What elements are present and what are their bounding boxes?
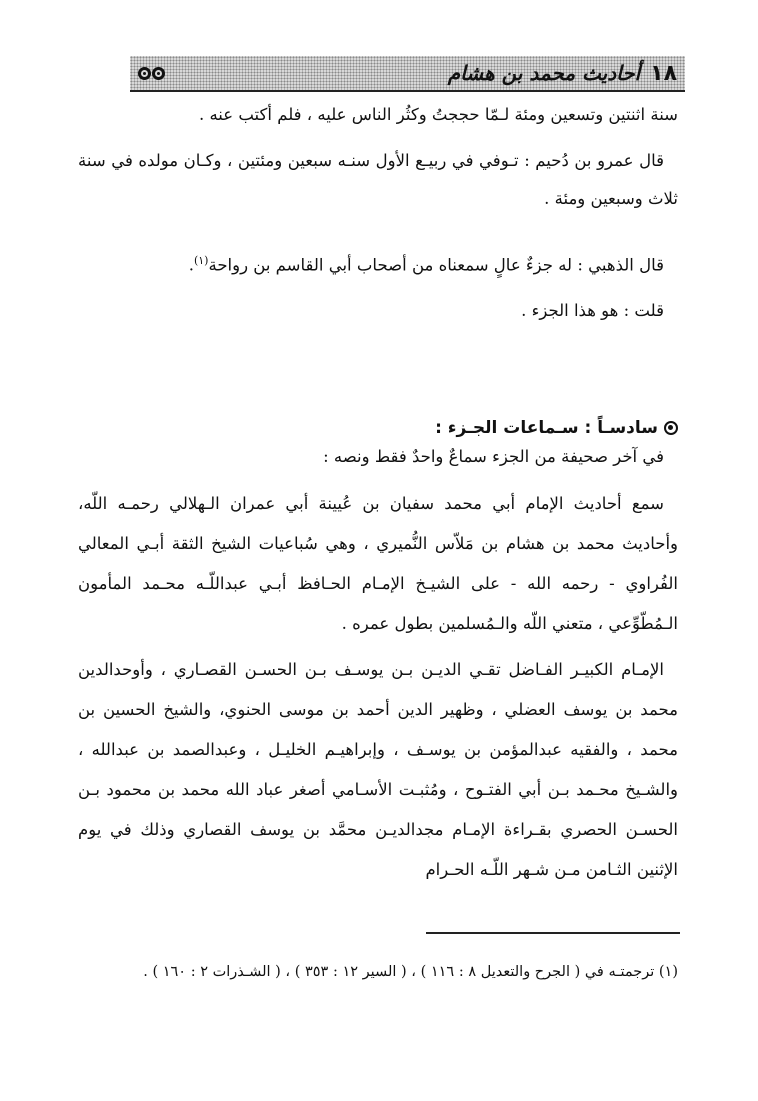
footnote bbox=[78, 956, 678, 988]
paragraph-3 bbox=[78, 242, 678, 285]
paragraph-text: قال عمرو بن دُحيم : تـوفي في ربيـع الأول سنـه سبعين ومئتين ، وكـان مولده في سنة ثلاث وسبعين ومئة . bbox=[78, 151, 678, 208]
paragraph-end: . bbox=[188, 255, 194, 275]
paragraph-text: في آخر صحيفة من الجزء سماعٌ واحدٌ فقط ونصه : bbox=[323, 447, 664, 466]
bullet-circle-icon bbox=[664, 421, 678, 435]
paragraph-text bbox=[78, 242, 678, 285]
paragraph-1 bbox=[78, 96, 678, 134]
section-heading-text: سادسـاً : سـماعات الجـزء : bbox=[435, 418, 658, 438]
section-intro bbox=[78, 438, 678, 476]
running-header bbox=[130, 56, 685, 92]
section-body-2 bbox=[78, 650, 678, 890]
footnote-separator bbox=[426, 932, 680, 934]
paragraph-body: قال الذهبي : له جزءٌ عالٍ سمعناه من أصحاب أبي القاسم بن رواحة bbox=[208, 255, 664, 275]
ring-icon bbox=[152, 67, 165, 80]
footnote-text: (١) ترجمتـه في ( الجرح والتعديل ٨ : ١١٦ ) ، ( السير ١٢ : ٣٥٣ ) ، ( الشـذرات ٢ : ١٦٠ ) . bbox=[143, 964, 678, 980]
ring-icon bbox=[138, 67, 151, 80]
paragraph-2 bbox=[78, 142, 678, 218]
section-body-1 bbox=[78, 484, 678, 644]
paragraph-text: سنة اثنتين وتسعين ومئة لـمّا حججتُ وكثُر الناس عليه ، فلم أكتب عنه . bbox=[198, 105, 678, 124]
paragraph-text: الإمـام الكبيـر الفـاضل تقـي الديـن بـن يوسـف بـن الحسـن القصـاري ، وأوحدالدين محمد بن يوسف العضلي ، وظهير الدين أحمد بن موسى الحنوي، والشيخ الحسين بن محمد ، والفقيه عبدالمؤمن بن يوسـف ، وإبراهيـم الخليـل ، وعبدالصمد بن عبدالله ، والشـيخ محـمد بـن أبي الفتـوح ، ومُثبـت الأسـامي أصغر عباد الله محمد بن محمود بـن الحسـن الحصري بقـراءة الإمـام مجدالديـن محمَّد بن يوسف القصاري وذلك في يوم الإثنين الثـامن مـن شـهر اللّـه الحـرام bbox=[78, 660, 678, 879]
header-title-group bbox=[448, 61, 677, 86]
header-ornament-icon bbox=[138, 67, 165, 80]
footnote-reference: (١) bbox=[193, 254, 209, 267]
page-number: ١٨ bbox=[650, 60, 677, 86]
section-heading bbox=[78, 418, 678, 438]
running-title: أحاديث محمد بن هشام bbox=[447, 61, 641, 85]
paragraph-text: سمع أحاديث الإمام أبي محمد سفيان بن عُيينة أبي عمران الـهلالي رحمـه اللّه، وأحاديث محمد بن هشام بن مَلاّس النُّميري ، وهي سُباعيات الشيخ الثقة أبـي المعالي الفُراوي - رحمه الله - على الشيـخ الإمـام الحـافظ أبـي عبداللّـه محـمد المأمون الـمُطّوِّعي ، متعني اللّه والـمُسلمين بطول عمره . bbox=[78, 494, 678, 633]
paragraph-4 bbox=[78, 292, 678, 330]
paragraph-text: قلت : هو هذا الجزء . bbox=[521, 301, 664, 320]
